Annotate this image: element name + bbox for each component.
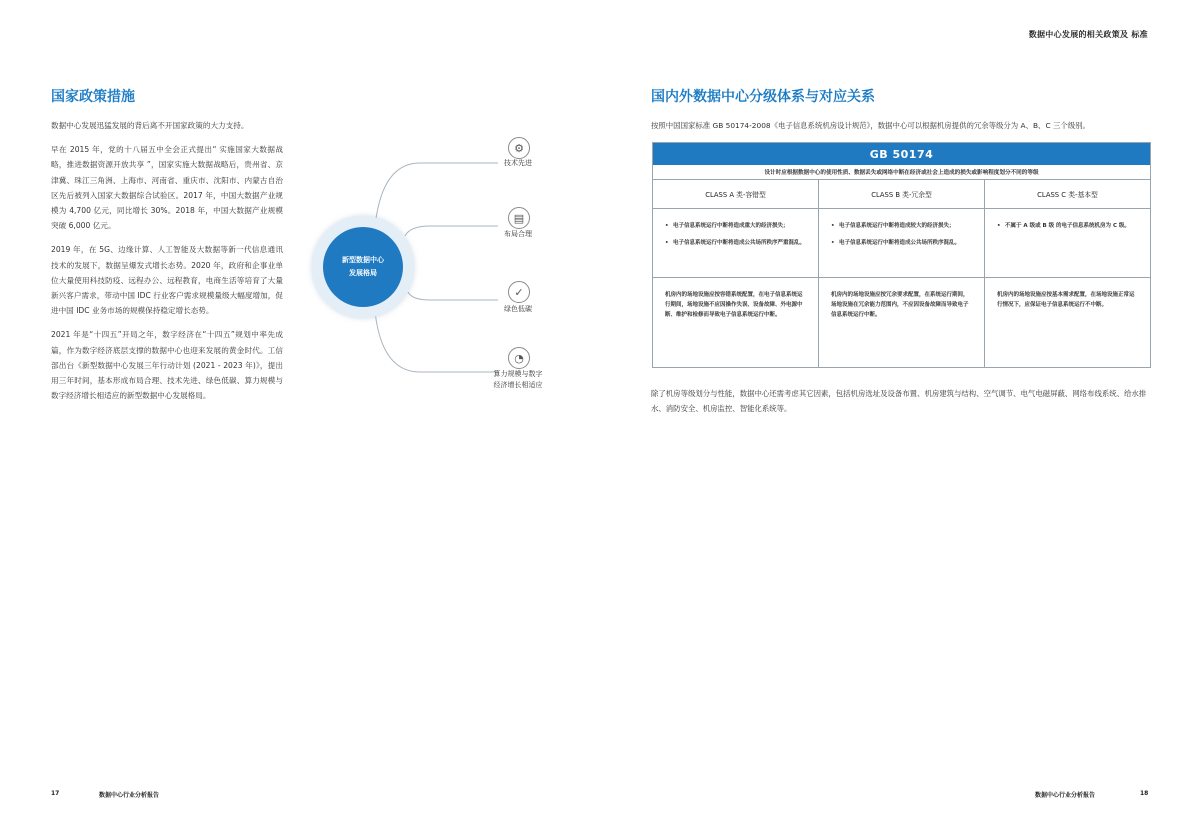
node-label-layout: 布局合理 xyxy=(504,230,532,238)
server-layout-icon: ▤ xyxy=(508,207,530,229)
list-item: • 电子信息系统运行中断将造成公共场所秩序严重混乱。 xyxy=(665,239,806,248)
gauge-icon: ◔ xyxy=(508,347,530,369)
footer-title-right: 数据中心行业分析报告 xyxy=(1035,792,1096,799)
table-cell xyxy=(819,209,985,277)
table-subtitle: 设计时应根据数据中心的使用性质、数据丢失或网络中断在经济或社会上造成的损失或影响程度划分不同的等级 xyxy=(653,165,1150,180)
list-item: • 电子信息系统运行中断将造成公共场所秩序混乱。 xyxy=(831,239,972,248)
running-header: 数据中心发展的相关政策及 标准 xyxy=(1028,30,1148,39)
left-section-title: 国家政策措施 xyxy=(51,89,135,105)
table-row-requirements xyxy=(653,209,1150,278)
table-title: GB 50174 xyxy=(653,143,1150,165)
gb50174-table xyxy=(652,142,1151,368)
column-header-class-c: CLASS C 类-基本型 xyxy=(985,180,1150,208)
paragraph: 2019 年，在 5G、边缘计算、人工智能及大数据等新一代信息通讯技术的发展下，数据呈爆发式增长态势。2020 年，政府和企事业单位大量使用科技防疫、远程办公、远程教育，电商生活等培育了大量新兴客户需求，带动中国 IDC 行业客户需求规模量级大幅度增加，促进中国 IDC 业务市场的规模保持稳定增长态势。 xyxy=(51,245,283,316)
hub-line-1: 新型数据中心 xyxy=(342,256,384,264)
node-label-compute xyxy=(478,369,558,391)
node-label-line: 算力规模与数字 xyxy=(493,370,543,378)
footer-title-left: 数据中心行业分析报告 xyxy=(99,792,160,799)
paragraph: 早在 2015 年，党的十八届五中全会正式提出“ 实施国家大数据战略，推进数据资源开放共享 ”，国家实施大数据战略后，贵州省、京津冀、珠江三角洲、上海市、河南省、重庆市、沈阳市、内蒙古自治区先后被列入国家大数据综合试验区。2017 年，中国大数据产业规模为 4,700 亿元，同比增长 30%。2018 年，中国大数据产业规模突破 6,000 亿元。 xyxy=(51,145,283,231)
table-row-notes xyxy=(653,278,1150,367)
table-cell xyxy=(653,209,819,277)
left-body-text xyxy=(51,118,283,412)
list-item: • 电子信息系统运行中断将造成较大的经济损失； xyxy=(831,222,972,231)
gear-network-icon: ⚙ xyxy=(508,137,530,159)
intro-text: 按照中国国家标准 GB 50174-2008《电子信息系统机房设计规范》，数据中心可以根据机房提供的冗余等级分为 A、B、C 三个级别。 xyxy=(651,121,1090,130)
list-item: • 电子信息系统运行中断将造成重大的经济损失； xyxy=(665,222,806,231)
outro-text: 除了机房等级划分与性能，数据中心还需考虑其它因素，包括机房选址及设备布置、机房建筑与结构、空气调节、电气电磁屏蔽、网络布线系统、给水排水、消防安全、机房监控、智能化系统等。 xyxy=(651,389,1147,413)
paragraph: 数据中心发展迅猛发展的背后离不开国家政策的大力支持。 xyxy=(51,121,249,130)
page-number-right: 18 xyxy=(1140,790,1149,797)
table-cell: 机房内的场地设施应按基本需求配置，在场地设施正常运行情况下，应保证电子信息系统运行不中断。 xyxy=(997,292,1135,308)
right-section-title: 国内外数据中心分级体系与对应关系 xyxy=(651,89,875,105)
center-hub xyxy=(312,216,414,318)
column-header-class-a: CLASS A 类-容错型 xyxy=(653,180,819,208)
paragraph: 2021 年是“十四五”开局之年，数字经济在“十四五”规划中率先成篇，作为数字经济底层支撑的数据中心也迎来发展的黄金时代。工信部出台《新型数据中心发展三年行动计划 (2021 - 2023 年)》，提出用三年时间，基本形成布局合理、技术先进、绿色低碳、算力规模与数字经济增长相适应的新型数据中心发展格局。 xyxy=(51,330,283,401)
page-number-left: 17 xyxy=(51,790,60,797)
node-label-line: 经济增长相适应 xyxy=(493,381,543,389)
table-header-row xyxy=(653,180,1150,209)
column-header-class-b: CLASS B 类-冗余型 xyxy=(819,180,985,208)
table-cell: 机房内的场地设施应按冗余要求配置，在系统运行期间，场地设施在冗余能力范围内，不应因设备故障而导致电子信息系统运行中断。 xyxy=(819,278,985,367)
list-item: • 不属于 A 级或 B 级 的电子信息系统机房为 C 级。 xyxy=(997,222,1138,231)
table-cell: 机房内的场地设施应按容错系统配置，在电子信息系统运行期间，场地设施不应因操作失误、设备故障、外电源中断、维护和检修而导致电子信息系统运行中断。 xyxy=(653,278,819,367)
node-label-green: 绿色低碳 xyxy=(504,305,532,313)
table-cell xyxy=(985,209,1150,277)
center-hub-label xyxy=(323,227,403,307)
node-label-tech: 技术先进 xyxy=(504,159,532,167)
hub-line-2: 发展格局 xyxy=(349,269,377,277)
leaf-check-icon: ✓ xyxy=(508,281,530,303)
